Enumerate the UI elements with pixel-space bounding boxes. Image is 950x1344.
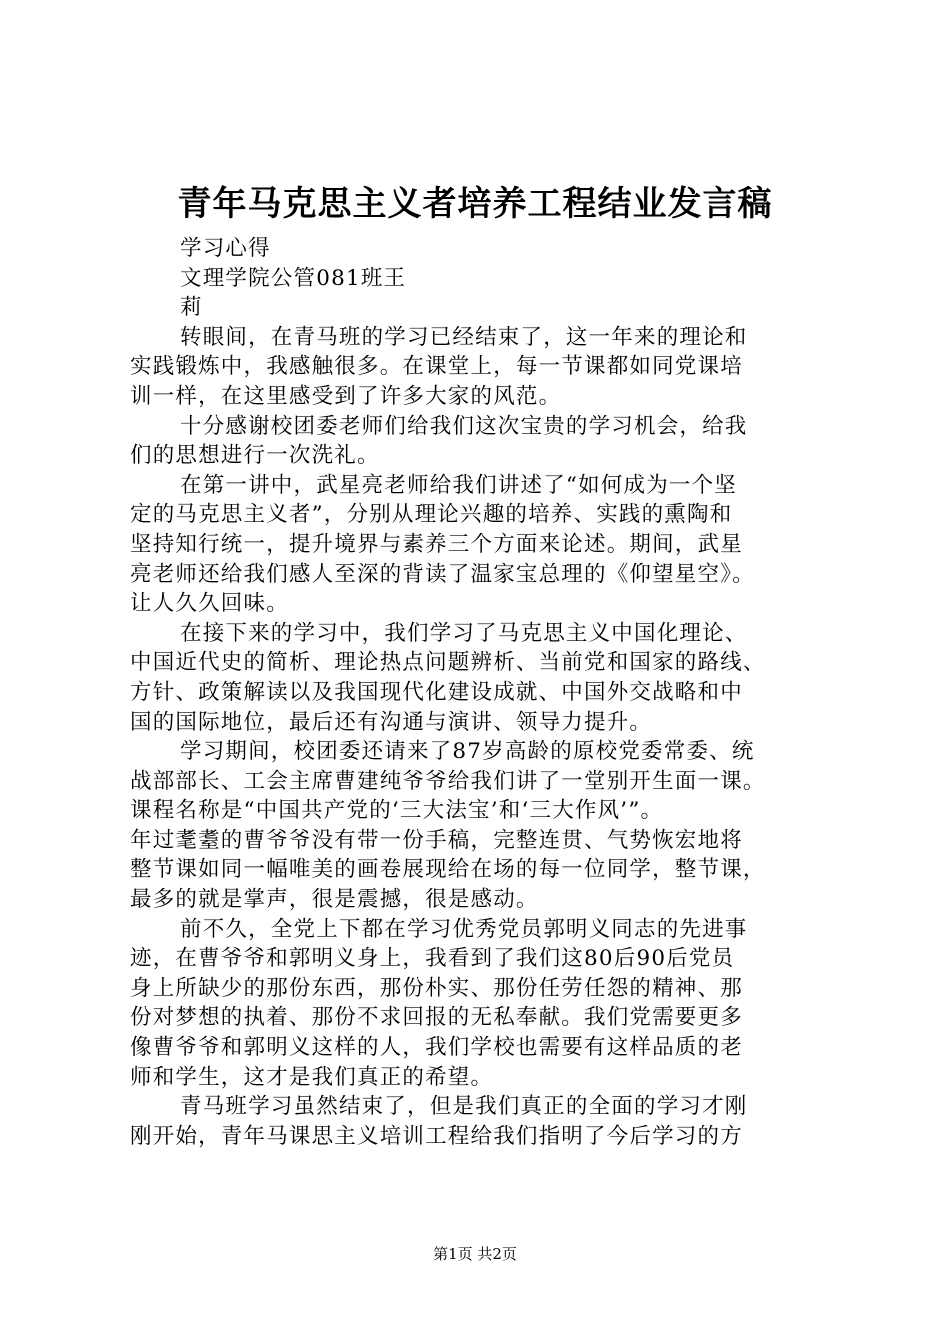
text-line: 像曹爷爷和郭明义这样的人，我们学校也需要有这样品质的老 — [130, 1035, 743, 1061]
text-line: 让人久久回味。 — [130, 591, 289, 617]
text-line: 莉 — [180, 295, 203, 321]
text-line: 最多的就是掌声，很是震撼，很是感动。 — [130, 887, 539, 913]
text-line: 国的国际地位，最后还有沟通与演讲、领导力提升。 — [130, 709, 653, 735]
text-line: 转眼间，在青马班的学习已经结束了，这一年来的理论和 — [180, 324, 748, 350]
text-line: 身上所缺少的那份东西，那份朴实、那份任劳任怨的精神、那 — [130, 975, 743, 1001]
text-line: 迹，在曹爷爷和郭明义身上，我看到了我们这80后90后党员 — [130, 946, 735, 972]
text-line: 方针、政策解读以及我国现代化建设成就、中国外交战略和中 — [130, 679, 743, 705]
text-line: 文理学院公管081班王 — [180, 265, 407, 291]
text-line: 师和学生，这才是我们真正的希望。 — [130, 1064, 494, 1090]
text-line: 整节课如同一幅唯美的画卷展现给在场的每一位同学，整节课， — [130, 857, 766, 883]
text-line: 实践锻炼中，我感触很多。在课堂上，每一节课都如同党课培 — [130, 354, 743, 380]
text-line: 刚开始，青年马课思主义培训工程给我们指明了今后学习的方 — [130, 1123, 743, 1149]
document-title: 青年马克思主义者培养工程结业发言稿 — [177, 184, 773, 224]
text-line: 亮老师还给我们感人至深的背读了温家宝总理的《仰望星空》。 — [130, 561, 755, 587]
text-line: 青马班学习虽然结束了，但是我们真正的全面的学习才刚 — [180, 1094, 748, 1120]
text-line: 份对梦想的执着、那份不求回报的无私奉献。我们党需要更多 — [130, 1005, 743, 1031]
text-line: 十分感谢校团委老师们给我们这次宝贵的学习机会，给我 — [180, 413, 748, 439]
text-line: 战部部长、工会主席曹建纯爷爷给我们讲了一堂别开生面一课。 — [130, 768, 766, 794]
text-line: 训一样，在这里感受到了许多大家的风范。 — [130, 383, 562, 409]
text-line: 中国近代史的简析、理论热点问题辨析、当前党和国家的路线、 — [130, 650, 766, 676]
text-line: 学习期间，校团委还请来了87岁高龄的原校党委常委、统 — [180, 739, 755, 765]
document-body — [130, 234, 852, 1151]
text-line: 们的思想进行一次洗礼。 — [130, 443, 380, 469]
text-line: 定的马克思主义者”，分别从理论兴趣的培养、实践的熏陶和 — [130, 502, 733, 528]
text-line: 在接下来的学习中，我们学习了马克思主义中国化理论、 — [180, 620, 748, 646]
text-line: 坚持知行统一，提升境界与素养三个方面来论述。期间，武星 — [130, 531, 743, 557]
text-line: 年过耄耋的曹爷爷没有带一份手稿，完整连贯、气势恢宏地将 — [130, 827, 743, 853]
text-line: 前不久，全党上下都在学习优秀党员郭明义同志的先进事 — [180, 916, 748, 942]
text-line: 学习心得 — [180, 236, 271, 261]
page-footer: 第1页 共2页 — [433, 1245, 517, 1263]
text-line: 在第一讲中，武星亮老师给我们讲述了“如何成为一个坚 — [180, 472, 737, 498]
text-line: 课程名称是“中国共产党的‘三大法宝’和‘三大作风’”。 — [130, 798, 664, 824]
